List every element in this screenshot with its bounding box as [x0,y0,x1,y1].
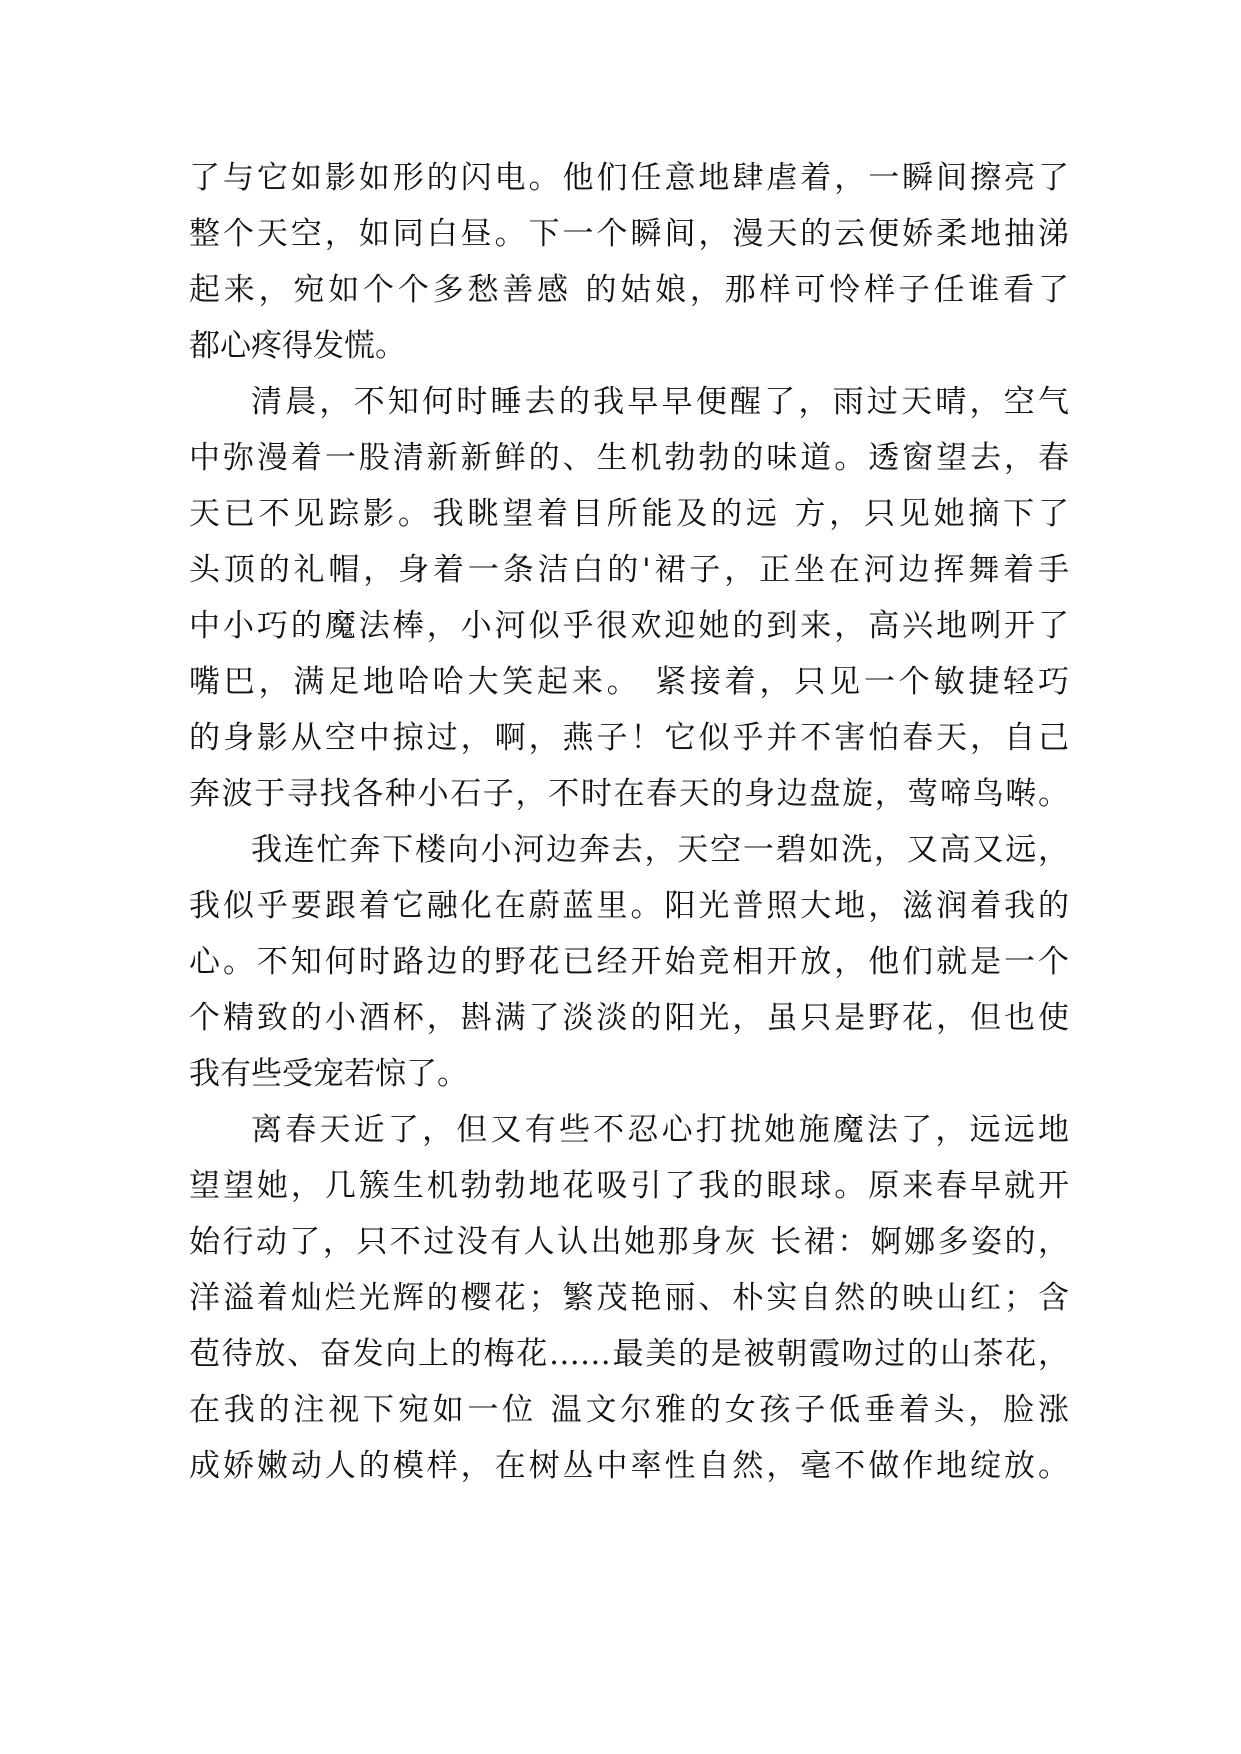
text-line: 奔波于寻找各种小石子，不时在春天的身边盘旋，莺啼鸟啭。 [189,776,1069,812]
text-line: 心。不知何时路边的野花已经开始竞相开放，他们就是一个 [189,944,1069,980]
text-line: 头顶的礼帽，身着一条洁白的'裙子，正坐在河边挥舞着手 [189,552,1069,588]
essay-body [189,150,1069,1494]
text-line: 整个天空，如同白昼。下一个瞬间，漫天的云便娇柔地抽涕 [189,216,1069,252]
text-line: 中弥漫着一股清新新鲜的、生机勃勃的味道。透窗望去，春 [189,440,1069,476]
text-line: 我似乎要跟着它融化在蔚蓝里。阳光普照大地，滋润着我的 [189,888,1069,924]
text-line: 起来，宛如个个多愁善感 的姑娘，那样可怜样子任谁看了 [189,272,1069,308]
text-line: 天已不见踪影。我眺望着目所能及的远 方，只见她摘下了 [189,496,1069,532]
paragraph-first-line: 离春天近了，但又有些不忍心打扰她施魔法了，远远地 [251,1112,1069,1148]
text-line: 望望她，几簇生机勃勃地花吸引了我的眼球。原来春早就开 [189,1168,1069,1204]
text-line: 中小巧的魔法棒，小河似乎很欢迎她的到来，高兴地咧开了 [189,608,1069,644]
text-line: 洋溢着灿烂光辉的樱花；繁茂艳丽、朴实自然的映山红；含 [189,1280,1069,1316]
paragraph-first-line: 我连忙奔下楼向小河边奔去，天空一碧如洗，又高又远， [251,832,1069,868]
text-line: 都心疼得发慌。 [189,328,406,364]
text-line: 成娇嫩动人的模样，在树丛中率性自然，毫不做作地绽放。 [189,1448,1069,1484]
paragraph-first-line: 清晨，不知何时睡去的我早早便醒了，雨过天晴，空气 [251,384,1069,420]
text-line: 个精致的小酒杯，斟满了淡淡的阳光，虽只是野花，但也使 [189,1000,1069,1036]
text-line: 的身影从空中掠过，啊，燕子！它似乎并不害怕春天，自己 [189,720,1069,756]
text-line: 始行动了，只不过没有人认出她那身灰 长裙：婀娜多姿的， [189,1224,1069,1260]
text-line: 了与它如影如形的闪电。他们任意地肆虐着，一瞬间擦亮了 [189,160,1069,196]
text-line: 嘴巴，满足地哈哈大笑起来。 紧接着，只见一个敏捷轻巧 [189,664,1069,700]
text-line: 苞待放、奋发向上的梅花……最美的是被朝霞吻过的山茶花， [189,1336,1069,1372]
text-line: 我有些受宠若惊了。 [189,1056,468,1092]
text-line: 在我的注视下宛如一位 温文尔雅的女孩子低垂着头，脸涨 [189,1392,1069,1428]
